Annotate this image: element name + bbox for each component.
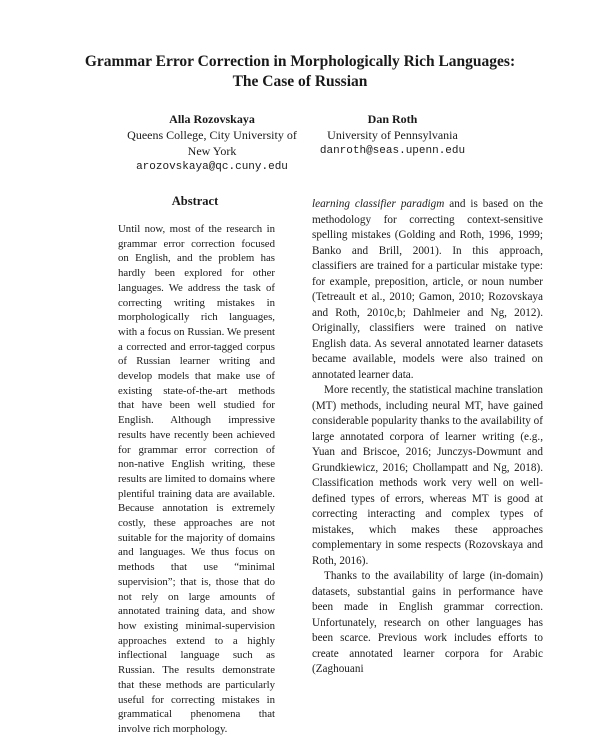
right-column bbox=[312, 197, 543, 678]
author-email: danroth@seas.upenn.edu bbox=[319, 145, 466, 157]
author-email: arozovskaya@qc.cuny.edu bbox=[136, 161, 288, 173]
author-block-2 bbox=[310, 111, 475, 159]
right-paragraph-3: Thanks to the availability of large (in-domain) datasets, substantial gains in performance have been made in English grammar correction. Unfortunately, research on other languages has been scarce. Previous work includes efforts to create annotated learner corpora for Arabic (Zaghouani bbox=[312, 570, 543, 675]
author-affiliation: Queens College, City University of bbox=[127, 128, 297, 142]
author-block-1 bbox=[122, 111, 302, 175]
abstract-text: Until now, most of the research in grammar error correction focused on English, and the problem has hardly been explored for other languages. We address the task of correcting writing mistakes in morphologically rich languages, with a focus on Russian. We present a corrected and error-tagged corpus of Russian learner writing and develop models that make use of existing state-of-the-art methods that have been well studied for English. Although impressive results have recently been achieved for grammar error correction of non-native English writing, these results are limited to domains where plentiful training data are available. Because annotation is extremely costly, these approaches are not suitable for the majority of domains and languages. We thus focus on methods that use “minimal supervision”; that is, those that do not rely on large amounts of annotated training data, and show how existing minimal-supervision approaches extend to a highly inflectional language such as Russian. The results demonstrate that these methods are particularly useful for correcting mistakes in grammatical phenomena that involve rich morphology. bbox=[118, 223, 275, 735]
italic-term: learning classifier paradigm bbox=[312, 198, 445, 210]
abstract-body bbox=[118, 222, 275, 737]
right-paragraph-2: More recently, the statistical machine translation (MT) methods, including neural MT, have gained considerable popularity thanks to the availability of large annotated corpora of learner writing (e.g., Yuan and Briscoe, 2016; Junczys-Dowmunt and Grundkiewicz, 2016; Chollampatt and Ng, 2018). Classification methods work very well on well-defined types of errors, whereas MT is good at correcting interacting and complex types of mistakes, which makes these approaches complementary in some respects (Rozovskaya and Roth, 2016). bbox=[312, 384, 543, 567]
title-line-1: Grammar Error Correction in Morphologically Rich Languages: bbox=[84, 53, 516, 70]
paragraph-text: and is based on the methodology for correcting context-sensitive spelling mistakes (Golding and Roth, 1996, 1999; Banko and Brill, 2001). In this approach, classifiers are trained for a particular mistake type: for example, preposition, article, or noun number (Tetreault et al., 2010; Gamon, 2010; Rozovskaya and Roth, 2010c,b; Dahlmeier and Ng, 2012). Originally, classifiers were trained on native English data. As several annotated learner datasets became available, models were also trained on annotated learner data. bbox=[312, 198, 543, 381]
abstract-heading: Abstract bbox=[171, 194, 219, 208]
paper-title bbox=[60, 52, 540, 92]
author-name: Alla Rozovskaya bbox=[169, 112, 255, 126]
author-affiliation-cont: New York bbox=[187, 144, 237, 158]
title-line-2: The Case of Russian bbox=[232, 73, 368, 90]
right-paragraph-1 bbox=[312, 197, 543, 383]
author-name: Dan Roth bbox=[367, 112, 418, 126]
author-affiliation: University of Pennsylvania bbox=[327, 128, 458, 142]
